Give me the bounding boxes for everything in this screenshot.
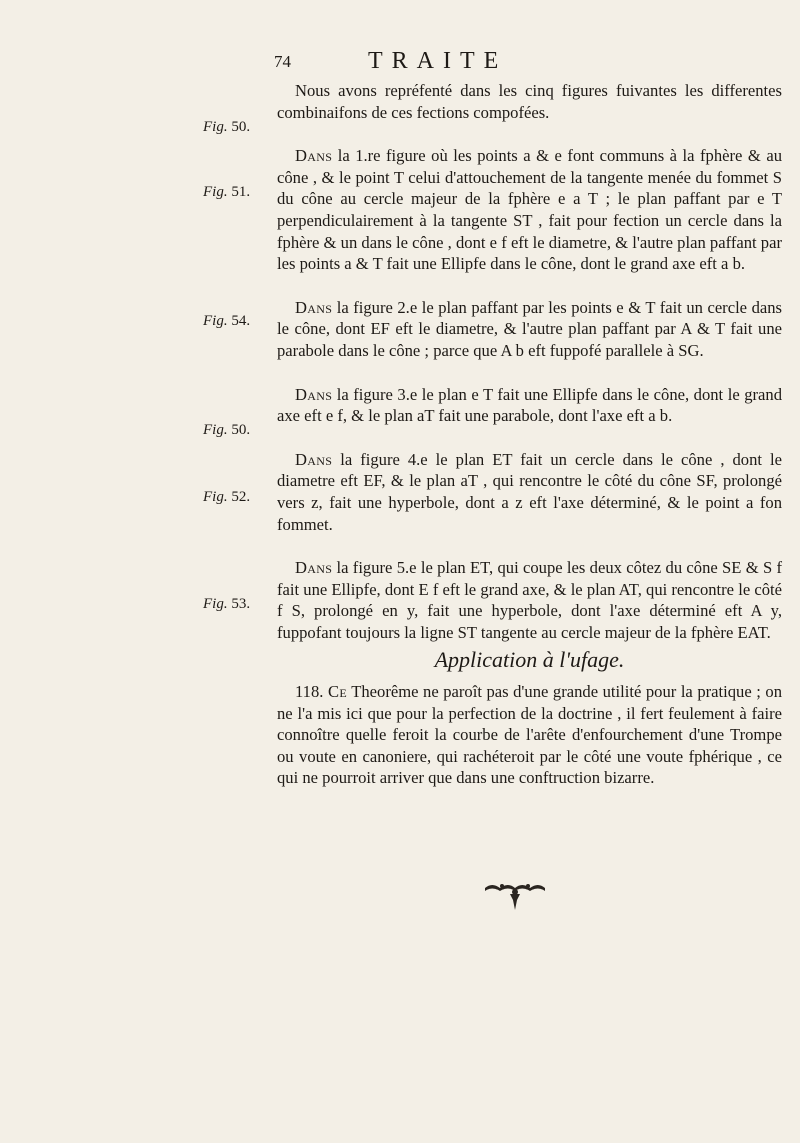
- margin-fig-ref: Fig. 52.: [203, 489, 251, 505]
- margin-fig-ref: Fig. 50.: [203, 422, 251, 438]
- running-title: TRAITE: [368, 48, 508, 74]
- article-118-paragraph: 118. Ce Theorême ne paroît pas d'une grande utilité pour la pratique ; on ne l'a mis ici que pour la perfection de la doctrine , il fert feulement à faire connoître quelle feroit la courbe de l'arête d'enfourchement d'une Trompe ou voute en canoniere, qui rachéteroit par le côté une voute fphérique , ce qui ne pourroit arriver que dans une conftruction bizarre.: [277, 682, 782, 788]
- margin-fig-ref: Fig. 54.: [203, 313, 251, 329]
- margin-fig-ref: Fig. 50.: [203, 119, 251, 135]
- figure-3-paragraph: Dans la figure 3.e le plan e T fait une Ellipfe dans le cône, dont le grand axe eft e f, & le plan aT fait une parabole, dont l'axe eft a b.: [277, 384, 782, 426]
- printer-ornament-icon: [480, 880, 550, 920]
- section-title: Application à l'ufage.: [434, 647, 625, 673]
- page-number: 74: [274, 52, 291, 71]
- margin-fig-ref: Fig. 53.: [203, 596, 251, 612]
- figure-2-paragraph: Dans la figure 2.e le plan paffant par les points e & T fait un cercle dans le cône, dont EF eft le diametre, & l'autre plan paffant par A & T fait une parabole dans le cône ; parce que A b eft fuppofé parallele à SG.: [277, 297, 782, 360]
- figure-1-paragraph: Dans la 1.re figure où les points a & e font communs à la fphère & au cône , & le point T celui d'attouchement de la tangente menée du fommet S du cône au cercle majeur de la fphère e a T ; le plan paffant par e T perpendiculairement à la tangente ST , fait pour fection un cercle dans la fphère & un dans le cône , dont e f eft le diametre, & l'autre plan paffant par les points a & T fait une Ellipfe dans le cône, dont le grand axe eft a b.: [277, 146, 782, 274]
- intro-paragraph: Nous avons repréfenté dans les cinq figures fuivantes les differentes combinaifons de ces fections compofées.: [277, 81, 782, 122]
- page-header: [0, 48, 800, 78]
- figure-5-paragraph: Dans la figure 5.e le plan ET, qui coupe les deux côtez du cône SE & S f fait une Ellipfe, dont E f eft le grand axe, & le plan AT, qui rencontre le côté f S, prolongé en y, fait une hyperbole, dont l'axe déterminé eft A y, fuppofant toujours la ligne ST tangente au cercle majeur de la fphère EAT.: [277, 558, 782, 642]
- margin-fig-ref: Fig. 51.: [203, 184, 251, 200]
- body-text: [277, 80, 782, 789]
- figure-4-paragraph: Dans la figure 4.e le plan ET fait un cercle dans le cône , dont le diametre eft EF, & le plan aT , qui rencontre le côté du cône SF, prolongé vers z, fait une hyperbole, dont a z eft l'axe déterminé, & le point a fon fommet.: [277, 449, 782, 534]
